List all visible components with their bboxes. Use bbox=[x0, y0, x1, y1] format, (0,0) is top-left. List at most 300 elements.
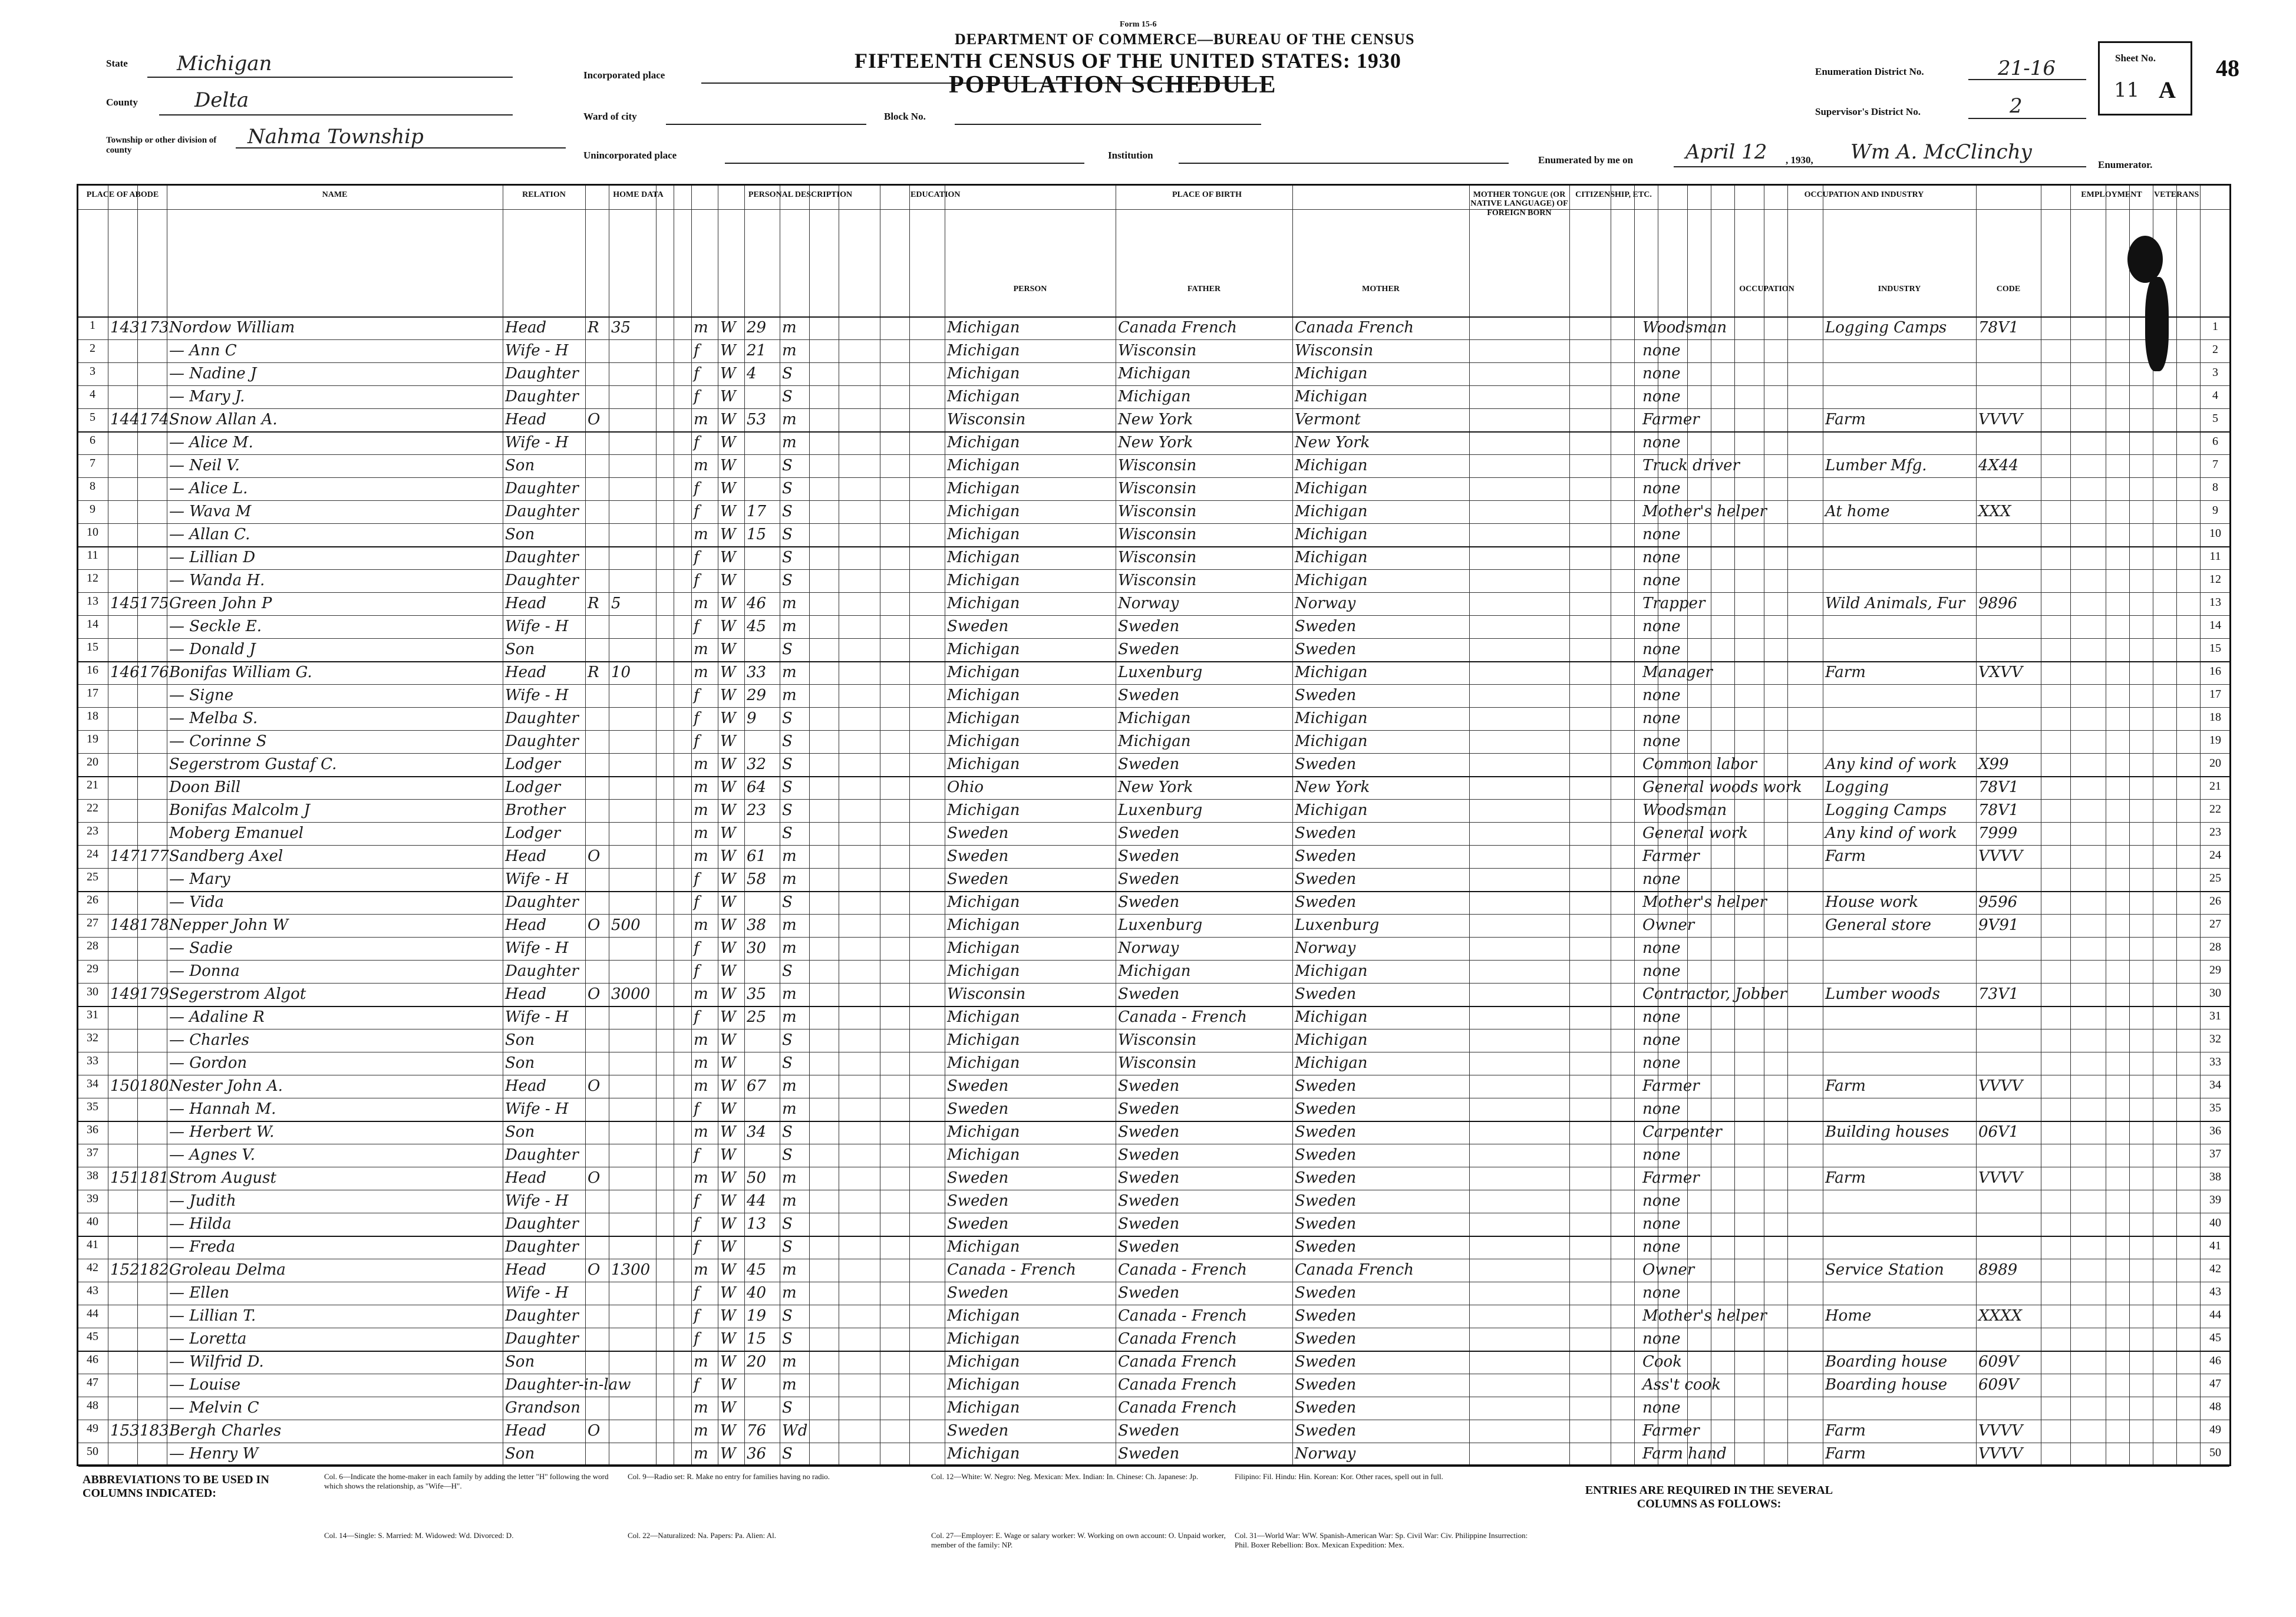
cell-sex: m bbox=[694, 755, 708, 773]
cell-dw: 145 bbox=[110, 595, 140, 612]
cell-n: 13 bbox=[87, 595, 98, 608]
cell-fbp: Sweden bbox=[1118, 1422, 1180, 1440]
cell-ind: Home bbox=[1825, 1307, 1872, 1325]
row-divider bbox=[78, 454, 2229, 455]
cell-dw: 152 bbox=[110, 1261, 140, 1279]
cell-bp: Michigan bbox=[947, 434, 1020, 451]
census-title: FIFTEENTH CENSUS OF THE UNITED STATES: 1930 bbox=[855, 49, 1401, 72]
cell-n: 5 bbox=[90, 411, 95, 424]
cell-rel: Daughter bbox=[505, 1307, 579, 1325]
cell-race: W bbox=[720, 732, 736, 750]
enumerated-date: April 12 bbox=[1685, 140, 1767, 164]
cell-name: Moberg Emanuel bbox=[169, 824, 304, 842]
cell-bp: Michigan bbox=[947, 342, 1020, 359]
cell-mbp: Michigan bbox=[1295, 1031, 1368, 1049]
cell-bp: Michigan bbox=[947, 457, 1020, 474]
cell-name: — Ellen bbox=[169, 1284, 230, 1302]
cell-rel: Head bbox=[505, 916, 547, 934]
line-number-right: 14 bbox=[2209, 619, 2221, 632]
cell-ms: S bbox=[782, 778, 793, 796]
line-number-right: 34 bbox=[2209, 1078, 2221, 1091]
cell-own: O bbox=[588, 1261, 601, 1279]
cell-name: — Charles bbox=[169, 1031, 249, 1049]
cell-ms: m bbox=[782, 1077, 797, 1095]
cell-race: W bbox=[720, 1169, 736, 1187]
cell-n: 9 bbox=[90, 503, 95, 516]
cell-n: 48 bbox=[87, 1399, 98, 1412]
footnote: Col. 14—Single: S. Married: M. Widowed: Wd. Divorced: D. bbox=[324, 1531, 514, 1540]
cell-ms: S bbox=[782, 365, 793, 382]
cell-race: W bbox=[720, 985, 736, 1003]
cell-mbp: Sweden bbox=[1295, 1376, 1357, 1394]
line-number-right: 7 bbox=[2212, 458, 2218, 471]
cell-mbp: Michigan bbox=[1295, 664, 1368, 681]
cell-age: 32 bbox=[747, 755, 767, 773]
cell-rel: Daughter bbox=[505, 365, 579, 382]
cell-n: 3 bbox=[90, 365, 95, 378]
cell-ms: m bbox=[782, 939, 797, 957]
cell-fam: 173 bbox=[140, 319, 169, 336]
cell-sex: f bbox=[694, 1192, 700, 1210]
cell-n: 34 bbox=[87, 1077, 98, 1090]
cell-n: 20 bbox=[87, 755, 98, 768]
cell-fbp: Canada - French bbox=[1118, 1307, 1248, 1325]
cell-bp: Michigan bbox=[947, 664, 1020, 681]
row-divider bbox=[78, 1236, 2229, 1237]
cell-fam: 179 bbox=[140, 985, 169, 1003]
cell-race: W bbox=[720, 755, 736, 773]
cell-rel: Head bbox=[505, 1261, 547, 1279]
township-value: Nahma Township bbox=[248, 125, 424, 148]
cell-rel: Daughter bbox=[505, 388, 579, 405]
cell-bp: Sweden bbox=[947, 1100, 1009, 1118]
cell-occ: Trapper bbox=[1642, 595, 1705, 612]
cell-dw: 143 bbox=[110, 319, 140, 336]
cell-n: 8 bbox=[90, 480, 95, 493]
cell-ms: S bbox=[782, 732, 793, 750]
cell-fbp: New York bbox=[1118, 411, 1193, 428]
cell-ms: S bbox=[782, 457, 793, 474]
cell-race: W bbox=[720, 1399, 736, 1417]
cell-own: O bbox=[588, 916, 601, 934]
cell-race: W bbox=[720, 319, 736, 336]
cell-age: 4 bbox=[747, 365, 757, 382]
cell-bp: Michigan bbox=[947, 526, 1020, 543]
cell-mbp: New York bbox=[1295, 434, 1370, 451]
cell-name: — Adaline R bbox=[169, 1008, 265, 1026]
cell-fam: 175 bbox=[140, 595, 169, 612]
cell-name: Nordow William bbox=[169, 319, 295, 336]
cell-ms: m bbox=[782, 1100, 797, 1118]
cell-name: Green John P bbox=[169, 595, 272, 612]
cell-sex: m bbox=[694, 1054, 708, 1072]
cell-age: 67 bbox=[747, 1077, 767, 1095]
cell-age: 21 bbox=[747, 342, 767, 359]
cell-occ: none bbox=[1642, 1284, 1681, 1302]
cell-n: 7 bbox=[90, 457, 95, 470]
cell-code: XXXX bbox=[1978, 1307, 2023, 1325]
cell-n: 41 bbox=[87, 1238, 98, 1251]
cell-occ: none bbox=[1642, 1399, 1681, 1417]
cell-code: 06V1 bbox=[1978, 1123, 2019, 1141]
cell-name: — Melvin C bbox=[169, 1399, 259, 1417]
cell-sex: f bbox=[694, 434, 700, 451]
cell-bp: Michigan bbox=[947, 962, 1020, 980]
line-number-right: 48 bbox=[2209, 1400, 2221, 1413]
cell-ind: Lumber woods bbox=[1825, 985, 1940, 1003]
cell-name: — Mary J. bbox=[169, 388, 245, 405]
cell-fbp: Luxenburg bbox=[1118, 916, 1203, 934]
cell-name: — Donna bbox=[169, 962, 240, 980]
cell-fbp: Sweden bbox=[1118, 755, 1180, 773]
line-number-right: 12 bbox=[2209, 573, 2221, 586]
cell-n: 42 bbox=[87, 1261, 98, 1274]
cell-ms: S bbox=[782, 1054, 793, 1072]
cell-n: 19 bbox=[87, 732, 98, 745]
cell-occ: none bbox=[1642, 572, 1681, 589]
cell-race: W bbox=[720, 1422, 736, 1440]
cell-mbp: Sweden bbox=[1295, 1123, 1357, 1141]
footnote: Col. 27—Employer: E. Wage or salary worker: W. Working on own account: O. Unpaid worker, member of the family: NP. bbox=[931, 1531, 1226, 1550]
row-divider bbox=[78, 1121, 2229, 1122]
cell-fbp: New York bbox=[1118, 778, 1193, 796]
cell-ms: m bbox=[782, 618, 797, 635]
cell-bp: Sweden bbox=[947, 1284, 1009, 1302]
row-divider bbox=[78, 638, 2229, 639]
cell-occ: none bbox=[1642, 388, 1681, 405]
cell-occ: Farmer bbox=[1642, 1169, 1700, 1187]
cell-age: 46 bbox=[747, 595, 767, 612]
cell-age: 53 bbox=[747, 411, 767, 428]
cell-ms: Wd bbox=[782, 1422, 808, 1440]
cell-code: XXX bbox=[1978, 503, 2011, 520]
line-number-right: 32 bbox=[2209, 1032, 2221, 1045]
line-number-right: 21 bbox=[2209, 780, 2221, 793]
cell-code: 9896 bbox=[1978, 595, 2018, 612]
cell-mbp: Michigan bbox=[1295, 572, 1368, 589]
cell-fbp: Canada - French bbox=[1118, 1261, 1248, 1279]
cell-bp: Sweden bbox=[947, 824, 1009, 842]
cell-code: 8989 bbox=[1978, 1261, 2018, 1279]
cell-n: 45 bbox=[87, 1330, 98, 1343]
cell-rel: Daughter bbox=[505, 1238, 579, 1256]
cell-age: 50 bbox=[747, 1169, 767, 1187]
cell-fam: 180 bbox=[140, 1077, 169, 1095]
cell-occ: none bbox=[1642, 641, 1681, 658]
row-divider bbox=[78, 362, 2229, 363]
line-number-right: 8 bbox=[2212, 481, 2218, 494]
cell-race: W bbox=[720, 664, 736, 681]
cell-dw: 144 bbox=[110, 411, 140, 428]
cell-n: 16 bbox=[87, 664, 98, 676]
cell-mbp: Sweden bbox=[1295, 618, 1357, 635]
cell-ms: S bbox=[782, 641, 793, 658]
cell-fbp: Luxenburg bbox=[1118, 801, 1203, 819]
cell-race: W bbox=[720, 962, 736, 980]
cell-sex: m bbox=[694, 778, 708, 796]
cell-n: 23 bbox=[87, 824, 98, 837]
row-divider bbox=[78, 569, 2229, 570]
cell-sex: m bbox=[694, 916, 708, 934]
cell-fbp: Sweden bbox=[1118, 1169, 1180, 1187]
cell-age: 38 bbox=[747, 916, 767, 934]
cell-n: 24 bbox=[87, 847, 98, 860]
cell-name: — Wilfrid D. bbox=[169, 1353, 264, 1371]
cell-race: W bbox=[720, 1215, 736, 1233]
cell-sex: m bbox=[694, 1445, 708, 1463]
cell-name: — Henry W bbox=[169, 1445, 259, 1463]
cell-rel: Son bbox=[505, 1031, 535, 1049]
cell-n: 15 bbox=[87, 641, 98, 654]
column-divider bbox=[656, 186, 657, 1464]
cell-n: 22 bbox=[87, 801, 98, 814]
cell-sex: f bbox=[694, 1008, 700, 1026]
cell-mbp: Sweden bbox=[1295, 893, 1357, 911]
cell-ms: S bbox=[782, 1146, 793, 1164]
line-number-right: 10 bbox=[2209, 527, 2221, 540]
cell-ind: Farm bbox=[1825, 847, 1866, 865]
cell-occ: Owner bbox=[1642, 1261, 1695, 1279]
cell-mbp: Canada French bbox=[1295, 319, 1414, 336]
row-divider bbox=[78, 592, 2229, 593]
cell-bp: Michigan bbox=[947, 641, 1020, 658]
cell-bp: Michigan bbox=[947, 503, 1020, 520]
cell-occ: Farmer bbox=[1642, 847, 1700, 865]
line-number-right: 24 bbox=[2209, 849, 2221, 862]
cell-race: W bbox=[720, 618, 736, 635]
cell-occ: none bbox=[1642, 1146, 1681, 1164]
cell-rel: Son bbox=[505, 526, 535, 543]
cell-own: R bbox=[588, 319, 599, 336]
cell-code: 73V1 bbox=[1978, 985, 2019, 1003]
cell-fbp: Sweden bbox=[1118, 893, 1180, 911]
cell-code: 609V bbox=[1978, 1376, 2019, 1394]
cell-age: 33 bbox=[747, 664, 767, 681]
cell-dw: 153 bbox=[110, 1422, 140, 1440]
row-divider bbox=[78, 385, 2229, 386]
cell-bp: Wisconsin bbox=[947, 411, 1026, 428]
cell-ms: m bbox=[782, 1284, 797, 1302]
unincorporated-label: Unincorporated place bbox=[583, 150, 677, 161]
cell-bp: Michigan bbox=[947, 1307, 1020, 1325]
cell-sex: f bbox=[694, 687, 700, 704]
cell-sex: m bbox=[694, 1123, 708, 1141]
cell-ind: Any kind of work bbox=[1825, 824, 1957, 842]
cell-bp: Michigan bbox=[947, 319, 1020, 336]
row-divider bbox=[78, 822, 2229, 823]
cell-bp: Sweden bbox=[947, 847, 1009, 865]
cell-race: W bbox=[720, 710, 736, 727]
cell-n: 11 bbox=[87, 549, 98, 562]
cell-occ: Cook bbox=[1642, 1353, 1682, 1371]
cell-rel: Daughter bbox=[505, 480, 579, 497]
cell-fbp: New York bbox=[1118, 434, 1193, 451]
cell-rel: Wife - H bbox=[505, 618, 569, 635]
cell-fbp: Canada French bbox=[1118, 319, 1237, 336]
cell-fbp: Wisconsin bbox=[1118, 549, 1197, 566]
cell-occ: none bbox=[1642, 710, 1681, 727]
cell-ms: m bbox=[782, 342, 797, 359]
cell-bp: Michigan bbox=[947, 1054, 1020, 1072]
cell-occ: Contractor, Jobber bbox=[1642, 985, 1787, 1003]
column-group-header: CITIZENSHIP, ETC. bbox=[1575, 190, 1652, 199]
cell-race: W bbox=[720, 572, 736, 589]
cell-race: W bbox=[720, 1376, 736, 1394]
cell-fbp: Sweden bbox=[1118, 1100, 1180, 1118]
state-label: State bbox=[106, 58, 128, 69]
column-divider bbox=[744, 186, 745, 1464]
cell-bp: Wisconsin bbox=[947, 985, 1026, 1003]
cell-n: 28 bbox=[87, 939, 98, 952]
cell-ms: S bbox=[782, 801, 793, 819]
cell-age: 19 bbox=[747, 1307, 767, 1325]
cell-occ: none bbox=[1642, 1100, 1681, 1118]
cell-fbp: Canada French bbox=[1118, 1353, 1237, 1371]
row-divider bbox=[78, 891, 2229, 892]
cell-rel: Daughter bbox=[505, 1146, 579, 1164]
column-divider bbox=[1292, 186, 1293, 1464]
cell-mbp: New York bbox=[1295, 778, 1370, 796]
cell-ms: S bbox=[782, 1445, 793, 1463]
cell-race: W bbox=[720, 778, 736, 796]
cell-ms: S bbox=[782, 1330, 793, 1348]
cell-ind: Boarding house bbox=[1825, 1353, 1948, 1371]
row-divider bbox=[78, 615, 2229, 616]
cell-ind: Logging bbox=[1825, 778, 1889, 796]
line-number-right: 22 bbox=[2209, 803, 2221, 816]
cell-age: 25 bbox=[747, 1008, 767, 1026]
cell-mbp: Sweden bbox=[1295, 1330, 1357, 1348]
line-number-right: 50 bbox=[2209, 1446, 2221, 1459]
cell-fbp: Sweden bbox=[1118, 618, 1180, 635]
cell-name: — Judith bbox=[169, 1192, 236, 1210]
cell-ms: m bbox=[782, 664, 797, 681]
cell-rel: Grandson bbox=[505, 1399, 580, 1417]
cell-fbp: Luxenburg bbox=[1118, 664, 1203, 681]
cell-fbp: Wisconsin bbox=[1118, 503, 1197, 520]
column-divider bbox=[809, 186, 810, 1464]
cell-fbp: Sweden bbox=[1118, 985, 1180, 1003]
ink-stain bbox=[2127, 236, 2163, 283]
enumerator-name: Wm A. McClinchy bbox=[1850, 140, 2032, 164]
footnote: Filipino: Fil. Hindu: Hin. Korean: Kor. Other races, spell out in full. bbox=[1235, 1472, 1443, 1481]
cell-mbp: Luxenburg bbox=[1295, 916, 1380, 934]
cell-ind: Service Station bbox=[1825, 1261, 1944, 1279]
line-number-right: 6 bbox=[2212, 435, 2218, 448]
cell-age: 61 bbox=[747, 847, 767, 865]
cell-sex: f bbox=[694, 1100, 700, 1118]
line-number-right: 31 bbox=[2209, 1009, 2221, 1022]
cell-fbp: Wisconsin bbox=[1118, 526, 1197, 543]
cell-race: W bbox=[720, 870, 736, 888]
cell-rel: Head bbox=[505, 1422, 547, 1440]
cell-sex: m bbox=[694, 664, 708, 681]
cell-bp: Michigan bbox=[947, 1445, 1020, 1463]
cell-rel: Head bbox=[505, 847, 547, 865]
cell-rel: Daughter bbox=[505, 710, 579, 727]
line-number-right: 40 bbox=[2209, 1216, 2221, 1229]
cell-n: 35 bbox=[87, 1100, 98, 1113]
county-label: County bbox=[106, 97, 138, 108]
cell-n: 17 bbox=[87, 687, 98, 699]
cell-bp: Michigan bbox=[947, 549, 1020, 566]
cell-fbp: Sweden bbox=[1118, 641, 1180, 658]
cell-fbp: Sweden bbox=[1118, 847, 1180, 865]
cell-ms: m bbox=[782, 985, 797, 1003]
cell-val: 5 bbox=[611, 595, 621, 612]
row-divider bbox=[78, 914, 2229, 915]
row-divider bbox=[78, 845, 2229, 846]
cell-fbp: Wisconsin bbox=[1118, 342, 1197, 359]
cell-race: W bbox=[720, 824, 736, 842]
cell-age: 30 bbox=[747, 939, 767, 957]
cell-dw: 148 bbox=[110, 916, 140, 934]
column-group-header: RELATION bbox=[522, 190, 566, 199]
cell-code: 7999 bbox=[1978, 824, 2018, 842]
cell-race: W bbox=[720, 503, 736, 520]
column-group-header: MOTHER TONGUE (OR NATIVE LANGUAGE) OF FOREIGN BORN bbox=[1470, 190, 1568, 217]
cell-mbp: Norway bbox=[1295, 1445, 1356, 1463]
cell-name: — Lillian T. bbox=[169, 1307, 256, 1325]
cell-bp: Michigan bbox=[947, 687, 1020, 704]
cell-rel: Wife - H bbox=[505, 870, 569, 888]
line-number-right: 27 bbox=[2209, 918, 2221, 930]
cell-bp: Michigan bbox=[947, 1376, 1020, 1394]
cell-mbp: Sweden bbox=[1295, 1399, 1357, 1417]
cell-fbp: Sweden bbox=[1118, 1445, 1180, 1463]
cell-occ: Woodsman bbox=[1642, 801, 1727, 819]
cell-name: — Wanda H. bbox=[169, 572, 265, 589]
cell-code: VVVV bbox=[1978, 847, 2023, 865]
column-group-header: EMPLOYMENT bbox=[2081, 190, 2142, 199]
cell-age: 34 bbox=[747, 1123, 767, 1141]
enumerator-label: Enumerator. bbox=[2098, 159, 2153, 170]
cell-race: W bbox=[720, 1238, 736, 1256]
cell-dw: 151 bbox=[110, 1169, 140, 1187]
cell-rel: Daughter-in-law bbox=[505, 1376, 631, 1394]
cell-own: O bbox=[588, 411, 601, 428]
cell-code: 78V1 bbox=[1978, 801, 2019, 819]
cell-age: 23 bbox=[747, 801, 767, 819]
cell-age: 40 bbox=[747, 1284, 767, 1302]
cell-mbp: Michigan bbox=[1295, 549, 1368, 566]
cell-code: 9596 bbox=[1978, 893, 2018, 911]
cell-ms: S bbox=[782, 526, 793, 543]
cell-mbp: Sweden bbox=[1295, 824, 1357, 842]
state-value: Michigan bbox=[177, 52, 272, 75]
cell-mbp: Michigan bbox=[1295, 503, 1368, 520]
cell-sex: m bbox=[694, 1353, 708, 1371]
line-number-right: 20 bbox=[2209, 757, 2221, 770]
cell-occ: Owner bbox=[1642, 916, 1695, 934]
cell-own: O bbox=[588, 1169, 601, 1187]
cell-rel: Wife - H bbox=[505, 1100, 569, 1118]
cell-dw: 150 bbox=[110, 1077, 140, 1095]
cell-mbp: Sweden bbox=[1295, 1215, 1357, 1233]
cell-sex: f bbox=[694, 503, 700, 520]
cell-fbp: Norway bbox=[1118, 939, 1179, 957]
cell-age: 35 bbox=[747, 985, 767, 1003]
cell-name: — Hilda bbox=[169, 1215, 232, 1233]
cell-sex: f bbox=[694, 1330, 700, 1348]
footer bbox=[77, 1465, 2228, 1596]
cell-val: 10 bbox=[611, 664, 631, 681]
cell-n: 26 bbox=[87, 893, 98, 906]
cell-race: W bbox=[720, 365, 736, 382]
cell-race: W bbox=[720, 388, 736, 405]
column-divider bbox=[2200, 186, 2201, 1464]
cell-code: VVVV bbox=[1978, 1422, 2023, 1440]
